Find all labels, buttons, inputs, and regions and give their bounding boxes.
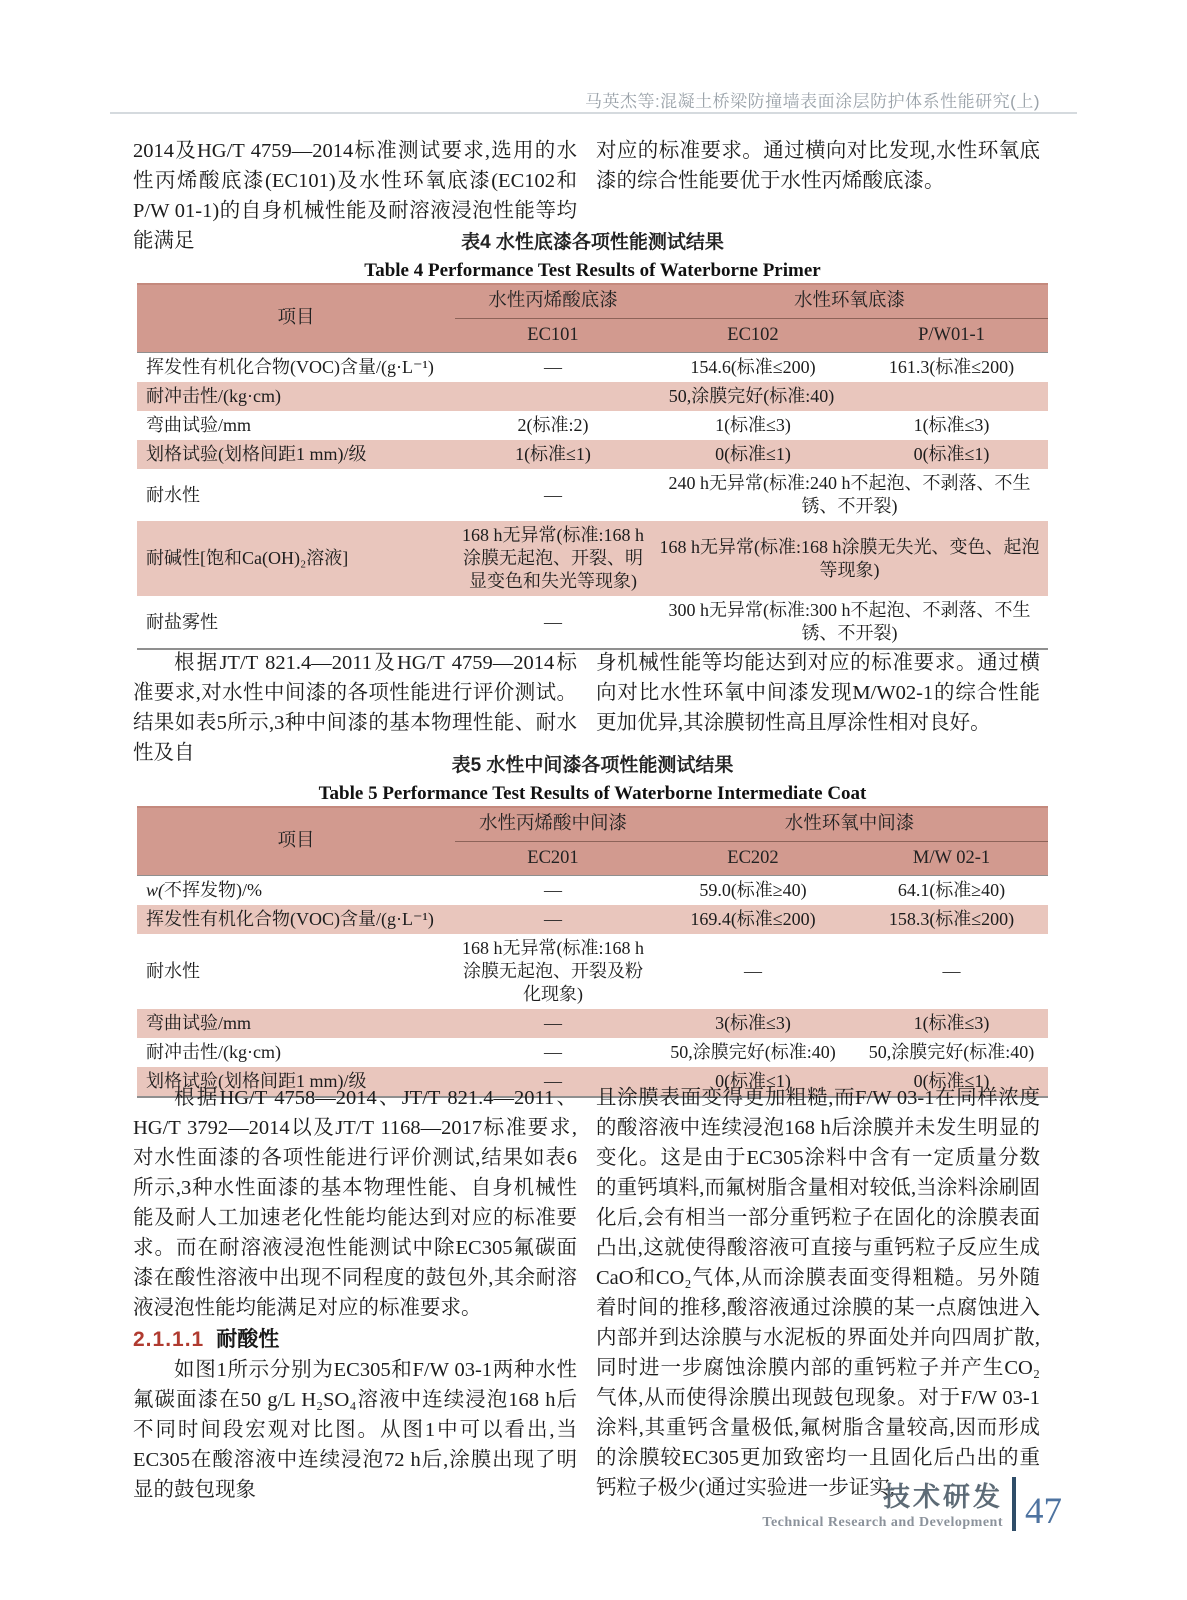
- row-value: 240 h无异常(标准:240 h不起泡、不剥落、不生锈、不开裂): [668, 473, 1031, 516]
- column-header-code3: P/W01-1: [855, 319, 1048, 353]
- column-group-epoxy: 水性环氧中间漆: [651, 807, 1048, 842]
- column-header-code1: EC101: [455, 319, 651, 353]
- row-label: 耐冲击性/(kg·cm): [137, 382, 455, 411]
- running-head: 马英杰等:混凝土桥梁防撞墙表面涂层防护体系性能研究(上): [584, 92, 1040, 111]
- paragraph: 如图1所示分别为EC305和F/W 03-1两种水性氟碳面漆在50 g/L H₂SO₄溶液中连续浸泡168 h后不同时间段宏观对比图。从图1中可以看出,当EC305在酸溶液中连续浸泡72 h后,涂膜出现了明显的鼓包现象: [133, 1359, 577, 1501]
- row-value: 50,涂膜完好(标准:40): [455, 382, 1048, 411]
- row-value: 0(标准≤1): [855, 440, 1048, 469]
- row-value: 300 h无异常(标准:300 h不起泡、不剥落、不生锈、不开裂): [668, 600, 1031, 643]
- row-value: —: [455, 1009, 651, 1038]
- row-value: —: [544, 1042, 562, 1062]
- table-row: [137, 521, 1048, 596]
- paragraph: 根据HG/T 4758—2014、JT/T 821.4—2011、HG/T 3792—2014以及JT/T 1168—2017标准要求,对水性面漆的各项性能进行评价测试,结果如表6所示,3种水性面漆的基本物理性能、自身机械性能及耐人工加速老化性能均能达到对应的标准要求。而在耐溶液浸泡性能测试中除EC305氟碳面漆在酸性溶液中出现不同程度的鼓包外,其余耐溶液浸泡性能均能满足对应的标准要求。: [133, 1087, 577, 1319]
- table5-caption-cn: 表5 水性中间漆各项性能测试结果: [451, 755, 734, 776]
- table-row: [137, 1038, 1048, 1067]
- row-value: 2(标准:2): [517, 415, 589, 435]
- row-value: 1(标准≤3): [855, 1009, 1048, 1038]
- paragraph: 身机械性能等均能达到对应的标准要求。通过横向对比水性环氧中间漆发现M/W02-1的综合性能更加优异,其涂膜韧性高且厚涂性相对良好。: [596, 652, 1040, 734]
- row-value: —: [455, 1067, 651, 1097]
- table-header-row: [137, 807, 1048, 842]
- row-value: 3(标准≤3): [651, 1009, 855, 1038]
- row-value: 1(标准≤3): [913, 415, 990, 435]
- table-row: [137, 876, 1048, 906]
- table4-caption-en: Table 4 Performance Test Results of Waterborne Primer: [364, 260, 821, 281]
- table5-caption-en: Table 5 Performance Test Results of Waterborne Intermediate Coat: [318, 783, 867, 804]
- row-value: 169.4(标准≤200): [651, 905, 855, 934]
- row-value: 50,涂膜完好(标准:40): [868, 1042, 1035, 1062]
- footer-section: [762, 1483, 1003, 1531]
- table4-caption: [137, 227, 1048, 282]
- section-heading: [133, 1325, 577, 1355]
- row-value: —: [544, 484, 562, 505]
- table4-wrap: [137, 283, 1048, 650]
- row-value: —: [544, 357, 562, 377]
- row-value: 50,涂膜完好(标准:40): [670, 1042, 836, 1062]
- row-label: w(不挥发物)/%: [146, 880, 262, 900]
- paragraph: 对应的标准要求。通过横向对比发现,水性环氧底漆的综合性能要优于水性丙烯酸底漆。: [596, 140, 1040, 192]
- row-label: 划格试验(划格间距1 mm)/级: [137, 1067, 455, 1097]
- table-header-row: [137, 284, 1048, 319]
- intro-column-right: [596, 136, 1040, 196]
- row-value: —: [544, 880, 562, 900]
- column-header-code3: M/W 02-1: [855, 842, 1048, 876]
- row-value: 168 h无异常(标准:168 h涂膜无起泡、开裂、明显变色和失光等现象): [455, 521, 651, 596]
- row-label: 耐碱性[饱和Ca(OH)₂溶液]: [137, 521, 455, 596]
- table-row: [137, 440, 1048, 469]
- paragraph: 且涂膜表面变得更加粗糙,而F/W 03-1在同样浓度的酸溶液中连续浸泡168 h后涂膜并未发生明显的变化。这是由于EC305涂料中含有一定质量分数的重钙填料,而氟树脂含量相对较低,当涂料涂刷固化后,会有相当一部分重钙粒子在固化的涂膜表面凸出,这就使得酸溶液可直接与重钙粒子反应生成CaO和CO₂气体,从而涂膜表面变得粗糙。另外随着时间的推移,酸溶液通过涂膜的某一点腐蚀进入内部并到达涂膜与水泥板的界面处并向四周扩散,同时进一步腐蚀涂膜内部的重钙粒子并产生CO₂气体,从而使得涂膜出现鼓包现象。对于F/W 03-1涂料,其重钙含量极低,氟树脂含量较高,因而形成的涂膜较EC305更加致密均一且固化后凸出的重钙粒子极少(通过实验进一步证实,: [596, 1087, 1040, 1499]
- table-row: [137, 353, 1048, 383]
- column-header-item: 项目: [137, 807, 455, 876]
- row-label: 挥发性有机化合物(VOC)含量/(g·L⁻¹): [146, 357, 434, 377]
- table5-header: [137, 807, 1048, 876]
- table4: [137, 283, 1048, 650]
- column-group-epoxy: 水性环氧底漆: [651, 284, 1048, 319]
- paragraph: 根据JT/T 821.4—2011及HG/T 4759—2014标准要求,对水性中间漆的各项性能进行评价测试。结果如表5所示,3种中间漆的基本物理性能、耐水性及自: [133, 652, 577, 764]
- row-value: 0(标准≤1): [651, 1067, 855, 1097]
- table-row: [137, 934, 1048, 1009]
- row-value: 168 h无异常(标准:168 h涂膜无起泡、开裂及粉化现象): [462, 938, 644, 1004]
- page-footer: [0, 1477, 1062, 1531]
- table4-caption-cn: 表4 水性底漆各项性能测试结果: [461, 232, 724, 253]
- paragraph: 2014及HG/T 4759—2014标准测试要求,选用的水性丙烯酸底漆(EC101)及水性环氧底漆(EC102和P/W 01-1)的自身机械性能及耐溶液浸泡性能等均能满足: [133, 140, 577, 252]
- row-label: 划格试验(划格间距1 mm)/级: [137, 440, 455, 469]
- table-row: [137, 382, 1048, 411]
- row-value: 161.3(标准≤200): [888, 357, 1015, 377]
- row-label: 弯曲试验/mm: [137, 1009, 455, 1038]
- footer-section-cn: 技术研发: [883, 1482, 1003, 1513]
- column-header-item: 项目: [137, 284, 455, 353]
- bottom-column-right: [596, 1083, 1040, 1503]
- table5: [137, 806, 1048, 1098]
- footer-section-en: Technical Research and Development: [762, 1515, 1003, 1530]
- footer-divider: [1012, 1477, 1016, 1531]
- row-value: 59.0(标准≥40): [699, 880, 807, 900]
- row-value: 64.1(标准≥40): [897, 880, 1006, 900]
- row-label: 挥发性有机化合物(VOC)含量/(g·L⁻¹): [137, 905, 455, 934]
- table-row: [137, 411, 1048, 440]
- column-group-acrylic: 水性丙烯酸中间漆: [455, 807, 651, 842]
- row-value: —: [942, 961, 961, 981]
- table-row: [137, 596, 1048, 649]
- row-value: 1(标准≤3): [715, 415, 791, 435]
- row-value: 154.6(标准≤200): [690, 357, 816, 377]
- section-title: 耐酸性: [216, 1328, 280, 1351]
- row-label: 耐盐雾性: [146, 611, 218, 632]
- column-header-code2: EC102: [651, 319, 855, 353]
- row-value: 1(标准≤1): [455, 440, 651, 469]
- table-row: [137, 1009, 1048, 1038]
- column-header-code2: EC202: [651, 842, 855, 876]
- row-label: 耐水性: [146, 484, 200, 505]
- row-value: —: [744, 961, 762, 981]
- row-value: —: [544, 611, 562, 632]
- table4-header: [137, 284, 1048, 353]
- row-value: 168 h无异常(标准:168 h涂膜无失光、变色、起泡等现象): [651, 521, 1048, 596]
- row-value: —: [455, 905, 651, 934]
- row-label: 耐冲击性/(kg·cm): [146, 1042, 281, 1062]
- bottom-column-left: [133, 1083, 577, 1505]
- table-row: [137, 469, 1048, 521]
- row-value: 0(标准≤1): [651, 440, 855, 469]
- table-row: [137, 905, 1048, 934]
- section-number: 2.1.1.1: [133, 1328, 205, 1351]
- row-label: 弯曲试验/mm: [146, 415, 252, 435]
- column-group-acrylic: 水性丙烯酸底漆: [455, 284, 651, 319]
- column-header-code1: EC201: [455, 842, 651, 876]
- page-number: 47: [1025, 1491, 1062, 1532]
- row-value: 158.3(标准≤200): [855, 905, 1048, 934]
- table5-wrap: [137, 806, 1048, 1098]
- row-value: 0(标准≤1): [855, 1067, 1048, 1097]
- table5-caption: [137, 750, 1048, 805]
- header-rule: [110, 112, 1077, 114]
- row-label: 耐水性: [146, 961, 200, 981]
- mid-column-right: [596, 648, 1040, 738]
